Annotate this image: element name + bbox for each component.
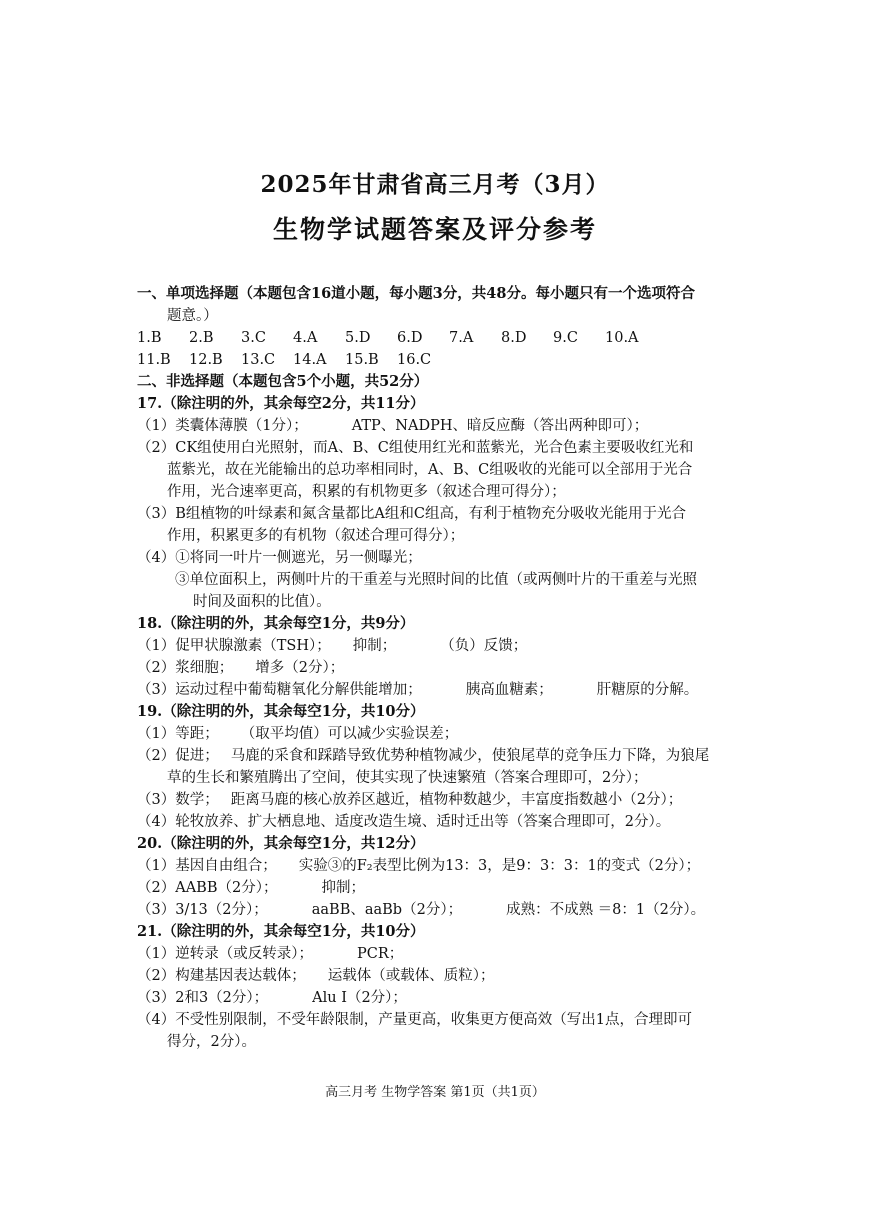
choice-answer: 14.A — [293, 352, 327, 368]
page-footer: 高三月考 生物学答案 第1页（共1页） — [325, 1085, 545, 1100]
q17-answer-4: （4）①将同一叶片一侧遮光，另一侧曝光； — [137, 550, 422, 566]
choice-answer: 16.C — [397, 352, 432, 368]
choice-answer: 10.A — [605, 330, 639, 346]
q19-answer-2-cont: 草的生长和繁殖腾出了空间，使其实现了快速繁殖（答案合理即可，2分）； — [167, 770, 648, 786]
q17-answer-4-cont: 时间及面积的比值）。 — [193, 594, 331, 610]
choice-answer: 13.C — [241, 352, 276, 368]
q17-heading: 17.（除注明的外，其余每空2分，共11分） — [137, 395, 425, 412]
page-title: 2025年甘肃省高三月考（3月） — [260, 171, 610, 198]
page-subtitle: 生物学试题答案及评分参考 — [272, 215, 597, 244]
q19-answer-4: （4）轮牧放养、扩大栖息地、适度改造生境、适时迁出等（答案合理即可，2分）。 — [137, 814, 671, 830]
section1-heading-cont: 题意。） — [167, 308, 218, 324]
q20-heading: 20.（除注明的外，其余每空1分，共12分） — [137, 835, 425, 852]
choice-answer: 11.B — [137, 352, 171, 368]
q19-answer-1: （1）等距； （取平均值）可以减少实验误差； — [137, 726, 459, 742]
section1-heading: 一、单项选择题（本题包含16道小题，每小题3分，共48分。每小题只有一个选项符合 — [137, 285, 695, 302]
choice-answer: 15.B — [345, 352, 379, 368]
q18-heading: 18.（除注明的外，其余每空1分，共9分） — [137, 615, 415, 632]
choice-answer: 4.A — [293, 330, 318, 346]
q17-answer-3: （3）B组植物的叶绿素和氮含量都比A组和C组高，有利于植物充分吸收光能用于光合 — [137, 506, 686, 522]
q19-heading: 19.（除注明的外，其余每空1分，共10分） — [137, 703, 425, 720]
q17-answer-4-cont: ③单位面积上，两侧叶片的干重差与光照时间的比值（或两侧叶片的干重差与光照 — [175, 572, 697, 588]
q21-answer-4: （4）不受性别限制，不受年龄限制，产量更高，收集更方便高效（写出1点，合理即可 — [137, 1012, 692, 1028]
choice-answer: 2.B — [189, 330, 214, 346]
choice-answer: 1.B — [137, 330, 162, 346]
q17-answer-3-cont: 作用，积累更多的有机物（叙述合理可得分）； — [167, 528, 465, 544]
q21-answer-3: （3）2和3（2分）； Alu I（2分）； — [137, 990, 407, 1006]
choice-answer: 9.C — [553, 330, 578, 346]
q18-answer-1: （1）促甲状腺激素（TSH）； 抑制； （负）反馈； — [137, 638, 528, 654]
q21-answer-4-cont: 得分，2分）。 — [167, 1034, 256, 1050]
choice-answer: 5.D — [345, 330, 371, 346]
q18-answer-3: （3）运动过程中葡萄糖氧化分解供能增加； 胰高血糖素； 肝糖原的分解。 — [137, 682, 699, 698]
choice-answers-row-1 — [137, 327, 737, 349]
q17-answer-2: （2）CK组使用白光照射，而A、B、C组使用红光和蓝紫光，光合色素主要吸收红光和 — [137, 440, 694, 456]
q19-answer-2: （2）促进； 马鹿的采食和踩踏导致优势种植物减少，使狼尾草的竞争压力下降，为狼尾 — [137, 748, 710, 764]
choice-answer: 6.D — [397, 330, 423, 346]
q17-answer-2-cont: 作用，光合速率更高，积累的有机物更多（叙述合理可得分）； — [167, 484, 566, 500]
answer-content — [137, 283, 737, 1053]
q19-answer-3: （3）数学； 距离马鹿的核心放养区越近，植物种数越少，丰富度指数越小（2分）； — [137, 792, 683, 808]
choice-answer: 3.C — [241, 330, 266, 346]
q21-heading: 21.（除注明的外，其余每空1分，共10分） — [137, 923, 425, 940]
q21-answer-1: （1）逆转录（或反转录）； PCR； — [137, 946, 404, 962]
q20-answer-3: （3）3/13（2分）； aaBB、aaBb（2分）； 成熟：不成熟 ＝8：1（2分）。 — [137, 902, 706, 918]
section2-heading: 二、非选择题（本题包含5个小题，共52分） — [137, 373, 429, 390]
q20-answer-1: （1）基因自由组合； 实验③的F₂表型比例为13：3，是9：3：3：1的变式（2分）； — [137, 858, 701, 874]
q20-answer-2: （2）AABB（2分）； 抑制； — [137, 880, 365, 896]
choice-answer: 12.B — [189, 352, 223, 368]
choice-answer: 7.A — [449, 330, 474, 346]
q18-answer-2: （2）浆细胞； 增多（2分）； — [137, 660, 345, 676]
q21-answer-2: （2）构建基因表达载体； 运载体（或载体、质粒）； — [137, 968, 495, 984]
choice-answer: 8.D — [501, 330, 527, 346]
q17-answer-1: （1）类囊体薄膜（1分）； ATP、NADPH、暗反应酶（答出两种即可）； — [137, 418, 649, 434]
q17-answer-2-cont: 蓝紫光，故在光能输出的总功率相同时，A、B、C组吸收的光能可以全部用于光合 — [167, 462, 693, 478]
choice-answers-row-2 — [137, 349, 737, 371]
